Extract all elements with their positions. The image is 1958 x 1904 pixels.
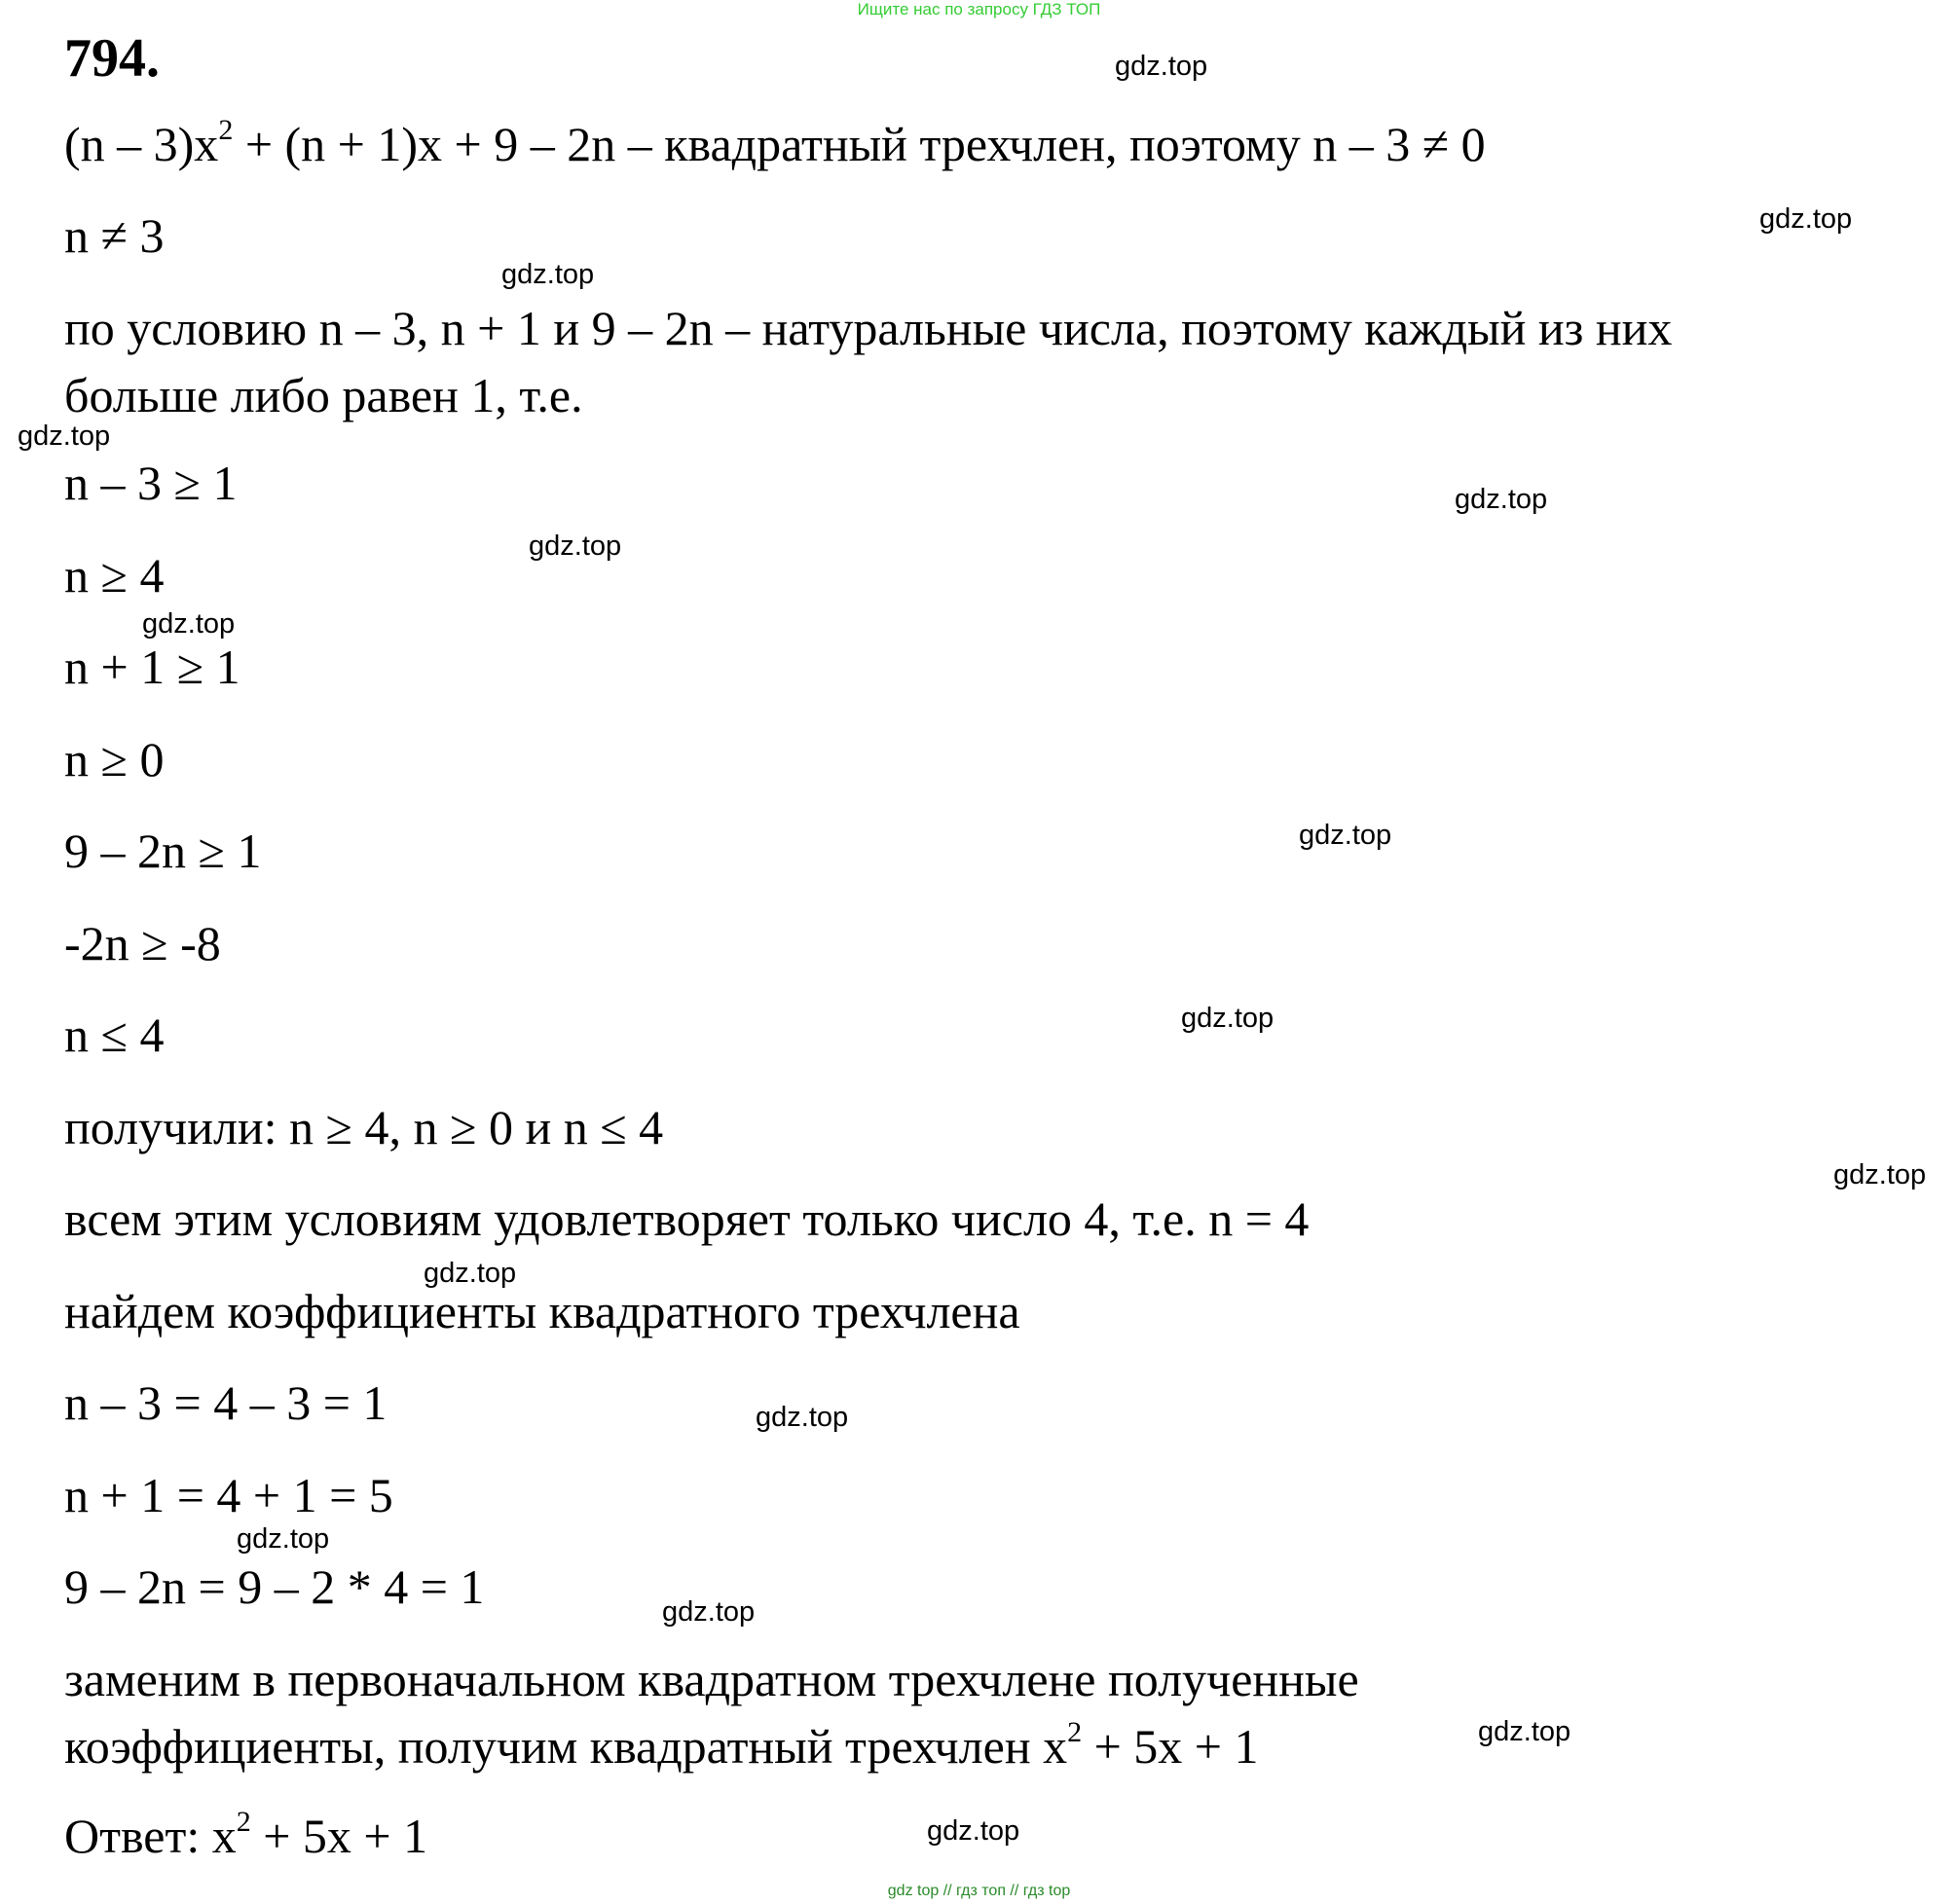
exponent: 2 bbox=[218, 114, 234, 146]
solution-line-5: n – 3 ≥ 1 bbox=[64, 456, 238, 510]
watermark: gdz.top bbox=[501, 259, 595, 290]
exponent: 2 bbox=[1067, 1716, 1083, 1748]
watermark: gdz.top bbox=[1478, 1716, 1571, 1747]
solution-line-3: по условию n – 3, n + 1 и 9 – 2n – натуральные числа, поэтому каждый из них bbox=[64, 301, 1673, 355]
solution-line-7: n + 1 ≥ 1 bbox=[64, 640, 240, 694]
line-text: + (n + 1)x + 9 – 2n – квадратный трехчлен, поэтому n – 3 ≠ 0 bbox=[233, 117, 1486, 171]
answer-line bbox=[64, 1806, 428, 1865]
solution-line-11: n ≤ 4 bbox=[64, 1007, 165, 1062]
solution-line-10: -2n ≥ -8 bbox=[64, 916, 221, 970]
solution-line-16: n + 1 = 4 + 1 = 5 bbox=[64, 1468, 393, 1522]
watermark: gdz.top bbox=[529, 531, 622, 562]
watermark: gdz.top bbox=[662, 1596, 756, 1628]
problem-number: 794. bbox=[64, 28, 160, 89]
watermark: gdz.top bbox=[142, 608, 236, 640]
watermark: gdz.top bbox=[1299, 820, 1392, 851]
watermark: gdz.top bbox=[424, 1258, 517, 1289]
solution-line-13: всем этим условиям удовлетворяет только число 4, т.е. n = 4 bbox=[64, 1191, 1310, 1246]
solution-line-2: n ≠ 3 bbox=[64, 208, 165, 263]
answer-text: Ответ: x bbox=[64, 1809, 237, 1863]
solution-line-15: n – 3 = 4 – 3 = 1 bbox=[64, 1375, 388, 1430]
top-banner: Ищите нас по запросу ГДЗ ТОП bbox=[857, 0, 1101, 18]
line-text: + 5x + 1 bbox=[1082, 1719, 1259, 1774]
solution-line-8: n ≥ 0 bbox=[64, 732, 165, 787]
watermark: gdz.top bbox=[1833, 1159, 1927, 1190]
solution-line-14: найдем коэффициенты квадратного трехчлена bbox=[64, 1284, 1020, 1338]
watermark: gdz.top bbox=[927, 1815, 1020, 1847]
solution-line-17: 9 – 2n = 9 – 2 * 4 = 1 bbox=[64, 1559, 485, 1614]
solution-line-9: 9 – 2n ≥ 1 bbox=[64, 824, 262, 878]
exponent: 2 bbox=[236, 1806, 251, 1838]
watermark: gdz.top bbox=[756, 1402, 849, 1433]
line-text: (n – 3)x bbox=[64, 117, 219, 171]
watermark: gdz.top bbox=[1181, 1003, 1275, 1034]
solution-line-12: получили: n ≥ 4, n ≥ 0 и n ≤ 4 bbox=[64, 1100, 664, 1154]
answer-text: + 5x + 1 bbox=[250, 1809, 428, 1863]
watermark: gdz.top bbox=[1455, 484, 1548, 515]
watermark: gdz.top bbox=[1115, 51, 1208, 82]
solution-line-19 bbox=[64, 1716, 1259, 1776]
footer-watermark: gdz top // гдз топ // гдз top bbox=[887, 1883, 1071, 1899]
watermark: gdz.top bbox=[18, 421, 111, 452]
watermark: gdz.top bbox=[1759, 203, 1853, 235]
watermark: gdz.top bbox=[237, 1523, 330, 1555]
solution-line-6: n ≥ 4 bbox=[64, 548, 165, 603]
line-text: коэффициенты, получим квадратный трехчлен x bbox=[64, 1719, 1068, 1774]
solution-line-1 bbox=[64, 114, 1486, 173]
solution-line-4: больше либо равен 1, т.е. bbox=[64, 368, 583, 422]
solution-line-18: заменим в первоначальном квадратном трехчлене полученные bbox=[64, 1652, 1359, 1706]
